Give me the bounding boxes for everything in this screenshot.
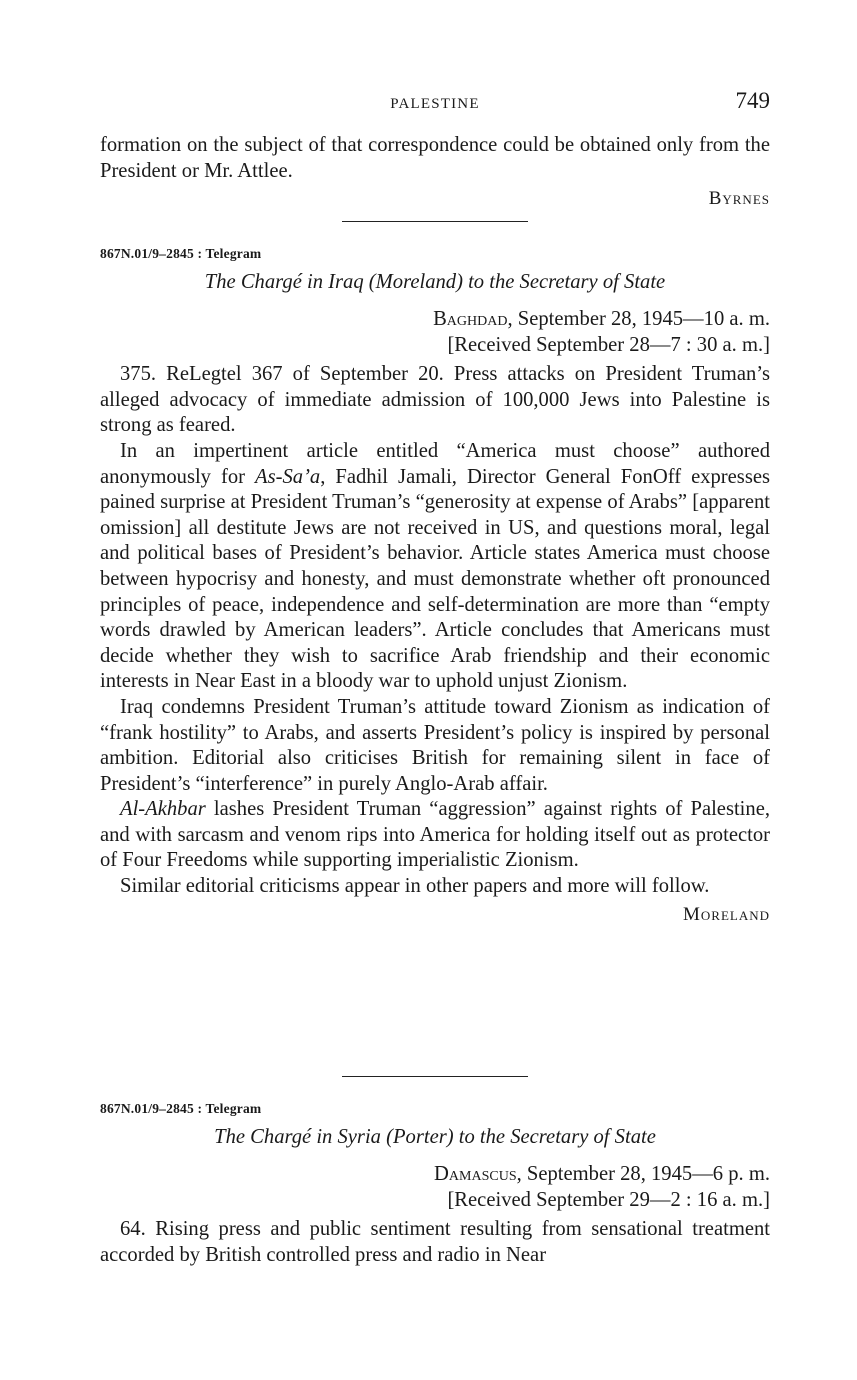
- running-title: PALESTINE: [390, 96, 480, 112]
- document-title: The Chargé in Syria (Porter) to the Secretary of State: [214, 1126, 656, 1148]
- divider-2: [100, 1076, 770, 1077]
- divider-rule: [342, 221, 528, 222]
- dateline-place: Baghdad: [433, 308, 508, 330]
- paragraph: [100, 439, 770, 695]
- telegram-iraq: [100, 246, 770, 926]
- file-reference: 867N.01/9–2845 : Telegram: [100, 246, 262, 261]
- telegram-body: [100, 1217, 770, 1268]
- carryover-section: [100, 133, 770, 210]
- dateline-date: , September 28, 1945—10 a. m.: [507, 308, 770, 330]
- received-line: [Received September 29—2 : 16 a. m.]: [447, 1188, 770, 1211]
- paragraph: 375. ReLegtel 367 of September 20. Press attacks on President Truman’s alleged advocacy of immediate admission of 100,000 Jews into Palestine is strong as feared.: [100, 363, 770, 437]
- signature-moreland: [100, 904, 770, 926]
- newspaper-name: As-Sa’a: [255, 465, 321, 488]
- divider-rule: [342, 1076, 528, 1077]
- running-header: [100, 88, 770, 118]
- paragraph: [100, 797, 770, 874]
- telegram-syria: [100, 1101, 770, 1268]
- newspaper-name: Al-Akhbar: [120, 798, 206, 821]
- telegram-body: [100, 362, 770, 899]
- signature-moreland-text: Moreland: [683, 903, 770, 925]
- file-reference: 867N.01/9–2845 : Telegram: [100, 1101, 262, 1116]
- paragraph-text: In an impertinent article entitled “America must choose” authored anonymously for: [100, 439, 770, 488]
- document-title: The Chargé in Iraq (Moreland) to the Secretary of State: [204, 271, 666, 293]
- received-line: [Received September 28—7 : 30 a. m.]: [447, 333, 770, 356]
- paragraph: Similar editorial criticisms appear in other papers and more will follow.: [120, 875, 710, 898]
- dateline: [100, 1162, 770, 1188]
- paragraph: Iraq condemns President Truman’s attitude toward Zionism as indication of “frank hostility” to Arabs, and asserts President’s policy is inspired by personal ambition. Editorial also criticises British for remaining silent in face of President’s “interference” in purely Anglo-Arab affair.: [100, 695, 770, 795]
- paragraph-text: lashes President Truman “aggression” against rights of Palestine, and with sarcasm and venom rips into America for holding itself out as protector of Four Freedoms while supporting imperialistic Zionism.: [100, 798, 770, 872]
- paragraph: 64. Rising press and public sentiment resulting from sensational treatment accorded by British controlled press and radio in Near: [100, 1218, 770, 1266]
- paragraph-text: , Fadhil Jamali, Director General FonOff expresses pained surprise at President Truman’s “generosity at expense of Arabs” [apparent omission] all destitute Jews are not received in US, and questions moral, legal and political bases of President’s behavior. Article states America must choose between hypocrisy and honesty, and must demonstrate whether oft pronounced principles of peace, independence and self-determination are more than “empty words drawled by American leaders”. Article concludes that Americans must decide whether they wish to sacrifice Arab friendship and their economic interests in Near East in a bloody war to uphold unjust Zionism.: [100, 465, 770, 693]
- dateline: [100, 307, 770, 333]
- signature-byrnes-text: Byrnes: [708, 188, 770, 210]
- page-number: 749: [735, 88, 770, 113]
- carryover-paragraph: formation on the subject of that correspondence could be obtained only from the President or Mr. Attlee.: [100, 134, 770, 182]
- signature-byrnes: [100, 188, 770, 210]
- divider-1: [100, 221, 770, 222]
- dateline-place: Damascus: [434, 1163, 517, 1185]
- dateline-date: , September 28, 1945—6 p. m.: [516, 1163, 770, 1185]
